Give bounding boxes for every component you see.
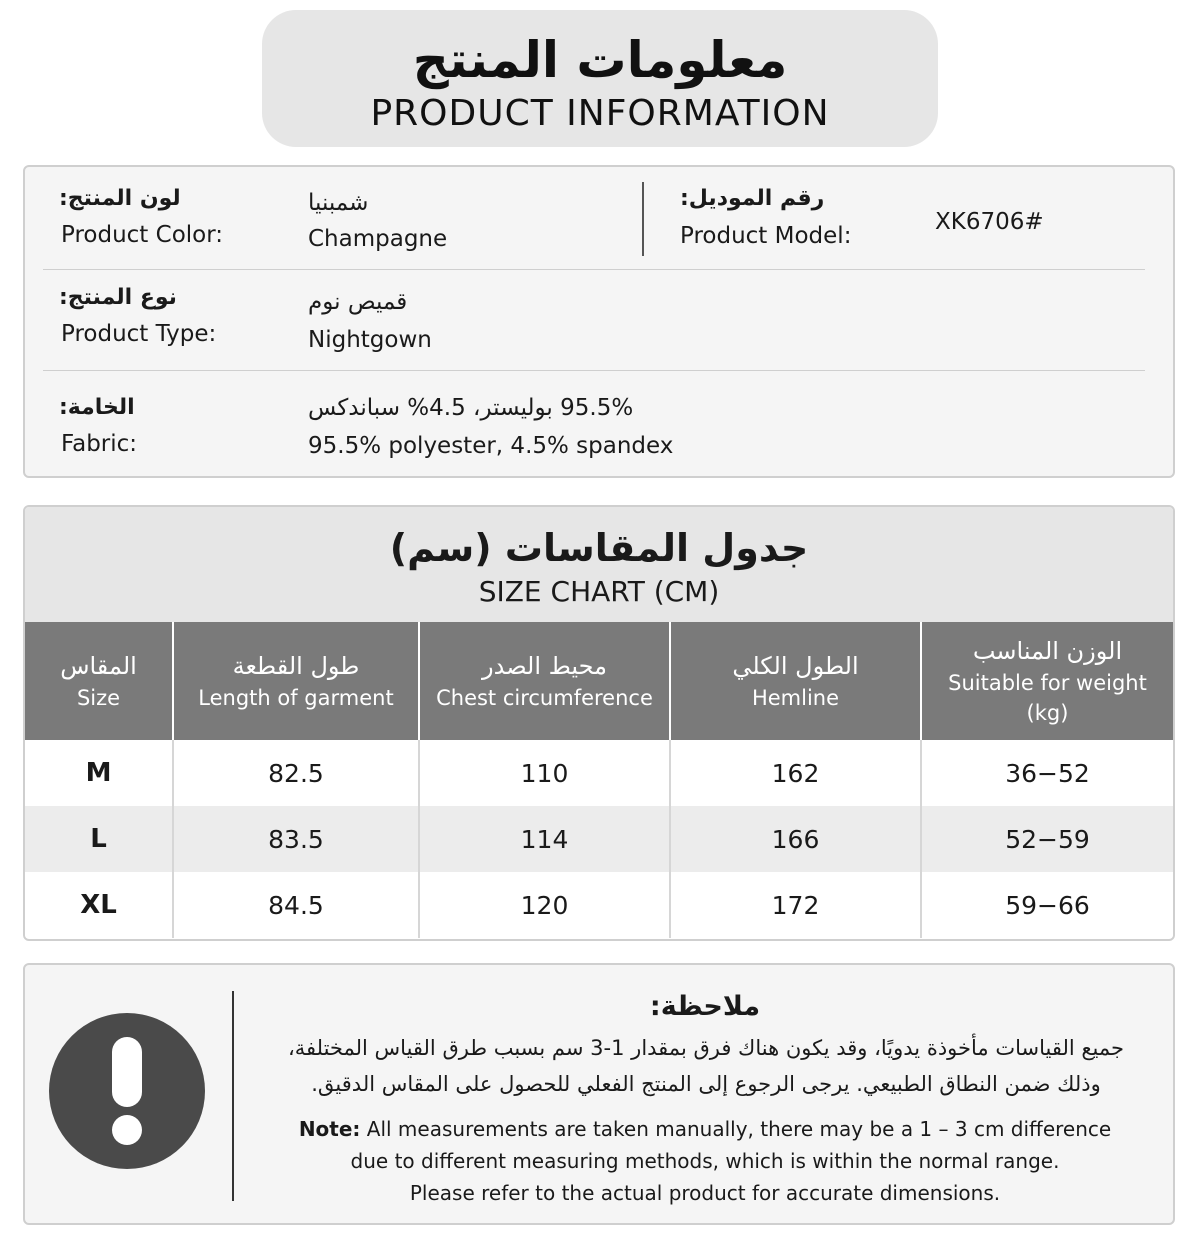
chest-cell: 120 [419,872,670,938]
fabric-label: Fabric: [61,431,138,457]
column-header-weight [921,622,1173,740]
note-text-line-1 [257,1113,1153,1145]
column-header-hemline [670,622,921,740]
size-chart-panel [23,505,1175,941]
type-label: Product Type: [61,321,217,347]
color-value: Champagne [308,226,448,252]
column-header-unit: (kg) [1026,701,1069,725]
chest-cell: 114 [419,806,670,872]
size-cell: M [25,740,173,806]
column-header-length [173,622,419,740]
size-cell: L [25,806,173,872]
type-label-arabic: نوع المنتج: [59,285,177,310]
column-header-arabic: الوزن المناسب [972,637,1123,665]
column-header-arabic: المقاس [60,652,137,680]
column-header-label: Hemline [751,686,840,710]
note-panel [23,963,1175,1225]
row-divider [43,370,1145,371]
fabric-value: 95.5% polyester, 4.5% spandex [308,433,674,459]
column-header-label: Chest circumference [436,686,653,710]
table-row [25,806,1173,872]
weight-cell: 59−66 [921,872,1173,938]
note-title-arabic: ملاحظة: [649,991,761,1022]
fabric-label-arabic: الخامة: [59,395,135,420]
column-header-arabic: طول القطعة [232,652,360,680]
length-cell: 82.5 [173,740,419,806]
hemline-cell: 162 [670,740,921,806]
size-chart-title: SIZE CHART (CM) [478,575,720,608]
length-cell: 84.5 [173,872,419,938]
size-table [25,622,1173,938]
size-chart-title-arabic: جدول المقاسات (سم) [389,526,809,570]
page-header [262,10,938,147]
note-divider [232,991,234,1201]
color-value-arabic: شمبنيا [308,190,369,216]
product-info-panel [23,165,1175,478]
note-label: Note: [298,1117,361,1141]
model-label-arabic: رقم الموديل: [680,186,825,211]
table-row [25,872,1173,938]
note-text-line-3: Please refer to the actual product for accurate dimensions. [409,1181,1001,1205]
color-label-arabic: لون المنتج: [59,186,181,211]
model-label: Product Model: [680,223,852,249]
note-text-line-2: due to different measuring methods, which is within the normal range. [350,1149,1060,1173]
weight-cell: 36−52 [921,740,1173,806]
column-header-label: Size [76,686,121,710]
type-value: Nightgown [308,327,432,353]
chest-cell: 110 [419,740,670,806]
weight-cell: 52−59 [921,806,1173,872]
length-cell: 83.5 [173,806,419,872]
fabric-value-arabic: 95.5% بوليستر، 4.5% سباندكس [308,395,634,421]
column-header-arabic: محيط الصدر [482,652,607,680]
row-divider [43,269,1145,270]
column-divider [642,182,644,256]
page-title: PRODUCT INFORMATION [370,93,830,134]
hemline-cell: 172 [670,872,921,938]
note-text-span: All measurements are taken manually, there may be a 1 – 3 cm difference [360,1117,1112,1141]
size-cell: XL [25,872,173,938]
color-label: Product Color: [61,222,224,248]
column-header-label: Length of garment [198,686,394,710]
column-header-arabic: الطول الكلي [732,652,859,680]
model-value: XK6706# [935,209,1044,235]
column-header-size [25,622,173,740]
column-header-chest [419,622,670,740]
note-text-arabic-line-1: جميع القياسات مأخوذة يدويًا، وقد يكون هناك فرق بمقدار 1-3 سم بسبب طرق القياس المختلفة، [287,1036,1124,1060]
exclamation-icon [49,1013,205,1169]
page-title-arabic: معلومات المنتج [412,31,788,89]
note-text-arabic-line-2: وذلك ضمن النطاق الطبيعي. يرجى الرجوع إلى المنتج الفعلي للحصول على المقاس الدقيق. [311,1072,1101,1096]
column-header-label: Suitable for weight [948,671,1147,695]
hemline-cell: 166 [670,806,921,872]
type-value-arabic: قميص نوم [308,289,408,315]
table-header-row [25,622,1173,740]
size-chart-header [25,507,1173,622]
table-row [25,740,1173,806]
